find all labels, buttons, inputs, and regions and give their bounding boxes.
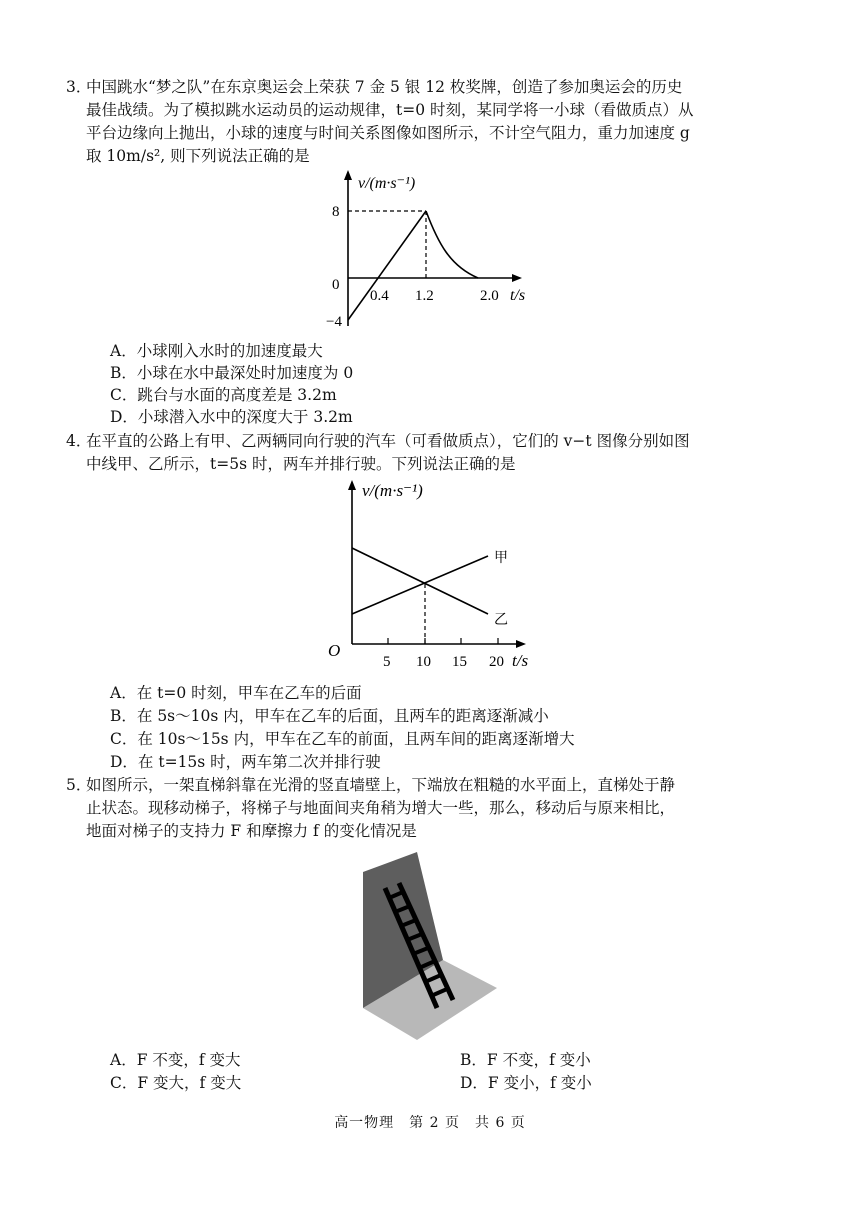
q3-option-b: B．小球在水中最深处时加速度为 0	[110, 364, 354, 382]
q3-line-2: 最佳战绩。为了模拟跳水运动员的运动规律，t=0 时刻，某同学将一小球（看做质点）从	[86, 101, 694, 119]
q3-ytick-top: 8	[332, 204, 340, 220]
q4-line-2: 中线甲、乙所示，t=5s 时，两车并排行驶。下列说法正确的是	[86, 455, 516, 473]
q5-line-1: 如图所示，一架直梯斜靠在光滑的竖直墙壁上，下端放在粗糙的水平面上，直梯处于静	[86, 776, 676, 794]
q3-vt-graph	[320, 168, 540, 333]
q4-ylabel: v/(m·s⁻¹)	[362, 481, 423, 500]
q5-line-2: 止状态。现移动梯子，将梯子与地面间夹角稍为增大一些，那么，移动后与原来相比，	[86, 799, 676, 817]
q3-x-arrow	[512, 274, 522, 282]
q4-label-yi: 乙	[494, 613, 508, 628]
q3-ytick-neg: −4	[326, 314, 342, 330]
q5-ladder-figure	[355, 848, 505, 1046]
q4-xlabel: t/s	[512, 651, 529, 670]
q4-option-c: C．在 10s～15s 内，甲车在乙车的前面，且两车间的距离逐渐增大	[110, 730, 575, 748]
question-5-number: 5．	[66, 776, 92, 794]
q4-line-yi	[352, 548, 488, 614]
q3-line-3: 平台边缘向上抛出，小球的速度与时间关系图像如图所示，不计空气阻力，重力加速度 g	[86, 124, 690, 142]
q5-line-3: 地面对梯子的支持力 F 和摩擦力 f 的变化情况是	[86, 822, 417, 840]
q4-xtick-5: 5	[383, 654, 391, 670]
q4-option-a: A．在 t=0 时刻，甲车在乙车的后面	[110, 684, 362, 702]
q3-line-4: 取 10m/s², 则下列说法正确的是	[86, 147, 310, 165]
q5-option-c: C．F 变大，f 变大	[110, 1074, 242, 1092]
page-footer: 高一物理 第 2 页 共 6 页	[334, 1115, 526, 1131]
q3-xtick-2: 1.2	[415, 288, 434, 304]
q4-origin: O	[328, 641, 341, 660]
q3-ytick-zero: 0	[332, 277, 340, 293]
question-4-number: 4．	[66, 432, 92, 450]
q5-option-d: D．F 变小，f 变小	[460, 1074, 592, 1092]
q3-option-a: A．小球刚入水时的加速度最大	[110, 342, 323, 360]
q3-velocity-curve	[426, 211, 478, 278]
q3-y-arrow	[344, 170, 352, 180]
q4-option-b: B．在 5s～10s 内，甲车在乙车的后面，且两车的距离逐渐减小	[110, 707, 549, 725]
q4-xtick-15: 15	[452, 654, 467, 670]
q3-option-c: C．跳台与水面的高度差是 3.2m	[110, 386, 337, 404]
q3-option-d: D．小球潜入水中的深度大于 3.2m	[110, 408, 353, 426]
q4-label-jia: 甲	[494, 551, 508, 566]
q3-line-1: 中国跳水“梦之队”在东京奥运会上荣获 7 金 5 银 12 枚奖牌，创造了参加奥运会的历史	[86, 78, 683, 96]
q3-ylabel: v/(m·s⁻¹)	[358, 175, 416, 192]
question-3-number: 3．	[66, 78, 92, 96]
q4-x-arrow	[516, 640, 526, 648]
question-3-stem	[66, 76, 788, 168]
q5-option-a: A．F 不变，f 变大	[110, 1051, 241, 1069]
question-4-stem	[66, 430, 788, 476]
q5-option-b: B．F 不变，f 变小	[460, 1051, 591, 1069]
q3-xtick-1: 0.4	[370, 288, 389, 304]
q3-xlabel: t/s	[510, 287, 526, 304]
q4-option-d: D．在 t=15s 时，两车第二次并排行驶	[110, 753, 381, 771]
q4-xtick-10: 10	[416, 654, 431, 670]
q4-y-arrow	[348, 480, 356, 490]
q4-xtick-20: 20	[489, 654, 504, 670]
q4-line-1: 在平直的公路上有甲、乙两辆同向行驶的汽车（可看做质点），它们的 v−t 图像分别如图	[86, 432, 690, 450]
q4-line-jia	[352, 556, 488, 614]
q4-vt-graph	[320, 474, 550, 674]
q3-xtick-3: 2.0	[480, 288, 499, 304]
question-5-stem	[66, 774, 788, 843]
